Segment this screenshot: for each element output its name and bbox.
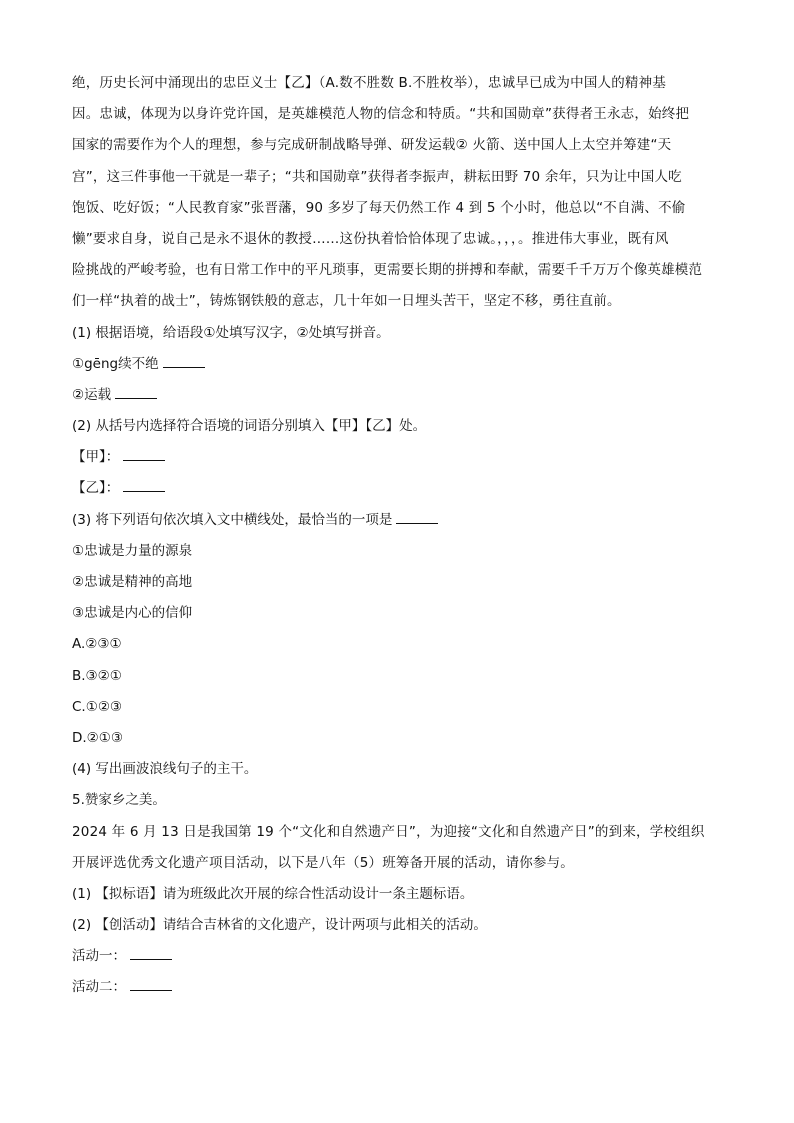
question-1-item-1 xyxy=(72,349,727,380)
question-3-option-c: C.①②③ xyxy=(72,698,123,715)
answer-blank[interactable] xyxy=(130,978,172,991)
question-3-option-b: B.③②① xyxy=(72,667,122,684)
answer-blank[interactable] xyxy=(130,947,172,960)
question-3-sentence-3: ③忠诚是内心的信仰 xyxy=(72,605,193,622)
section-5-intro-line: 开展评选优秀文化遗产项目活动，以下是八年（5）班筹备开展的活动，请你参与。 xyxy=(72,854,574,871)
question-3-stem-text: (3) 将下列语句依次填入文中横线处，最恰当的一项是 xyxy=(72,511,393,528)
section-5-prompt-2: (2) 【创活动】请结合吉林省的文化遗产，设计两项与此相关的活动。 xyxy=(72,917,487,934)
activity-1 xyxy=(72,941,727,972)
passage-line: 险挑战的严峻考验，也有日常工作中的平凡琐事，更需要长期的拼搏和奉献，需要千千万万个像英雄模范 xyxy=(72,262,703,279)
activity-2-label: 活动二： xyxy=(72,979,126,996)
section-5-intro-line: 2024 年 6 月 13 日是我国第 19 个“文化和自然遗产日”，为迎接“文化和自然遗产日”的到来，学校组织 xyxy=(72,823,705,840)
question-3-sentence-2: ②忠诚是精神的高地 xyxy=(72,574,193,590)
document-content xyxy=(72,68,727,1004)
passage-line: 因。忠诚，体现为以身许党许国，是英雄模范人物的信念和特质。“共和国勋章”获得者王永志，始终把 xyxy=(72,106,690,123)
activity-1-label: 活动一： xyxy=(72,948,126,965)
question-3-stem xyxy=(72,505,727,536)
answer-blank[interactable] xyxy=(115,386,157,399)
answer-blank[interactable] xyxy=(163,355,205,368)
question-4-stem: (4) 写出画波浪线句子的主干。 xyxy=(72,761,258,778)
passage-line: 绝，历史长河中涌现出的忠臣义士【乙】（A.数不胜数 B.不胜枚举），忠诚早已成为中国人的精神基 xyxy=(72,75,667,91)
passage-line: 国家的需要作为个人的理想，参与完成研制战略导弹、研发运载② 火箭、送中国人上太空并筹建“天 xyxy=(72,137,672,154)
passage-line: 懒”要求自身，说自己是永不退休的教授……这份执着恰恰体现了忠诚。，，，。推进伟大事业，既有风 xyxy=(72,230,669,247)
question-2-jia-label: 【甲】： xyxy=(72,449,120,466)
section-5-title: 5.赞家乡之美。 xyxy=(72,792,166,809)
question-2-stem: (2) 从括号内选择符合语境的词语分别填入【甲】【乙】处。 xyxy=(72,418,427,435)
passage-line: 宫”，这三件事他一干就是一辈子；“共和国勋章”获得者李振声，耕耘田野 70 余年，只为让中国人吃 xyxy=(72,168,682,185)
activity-2 xyxy=(72,972,727,1003)
answer-blank[interactable] xyxy=(123,448,165,461)
question-3-sentence-1: ①忠诚是力量的源泉 xyxy=(72,542,193,559)
question-3-option-a: A.②③① xyxy=(72,636,122,653)
question-2-jia xyxy=(72,442,727,473)
section-5-prompt-1: (1) 【拟标语】请为班级此次开展的综合性活动设计一条主题标语。 xyxy=(72,885,474,902)
question-2-yi xyxy=(72,473,727,504)
passage-line: 们一样“执着的战士”，铸炼钢铁般的意志，几十年如一日埋头苦干，坚定不移，勇往直前。 xyxy=(72,293,621,310)
question-2-yi-label: 【乙】： xyxy=(72,480,120,497)
question-1-item-2-text: ②运载 xyxy=(72,386,112,403)
answer-blank[interactable] xyxy=(396,511,438,524)
question-1-stem: (1) 根据语境，给语段①处填写汉字，②处填写拼音。 xyxy=(72,324,390,341)
question-1-item-2 xyxy=(72,380,727,411)
question-3-option-d: D.②①③ xyxy=(72,729,123,746)
answer-blank[interactable] xyxy=(123,479,165,492)
passage-line: 饱饭、吃好饭；“人民教育家”张晋藩，90 多岁了每天仍然工作 4 到 5 个小时，他总以“不自满、不偷 xyxy=(72,199,686,216)
question-1-item-1-text: ①gēng续不绝 xyxy=(72,355,159,372)
